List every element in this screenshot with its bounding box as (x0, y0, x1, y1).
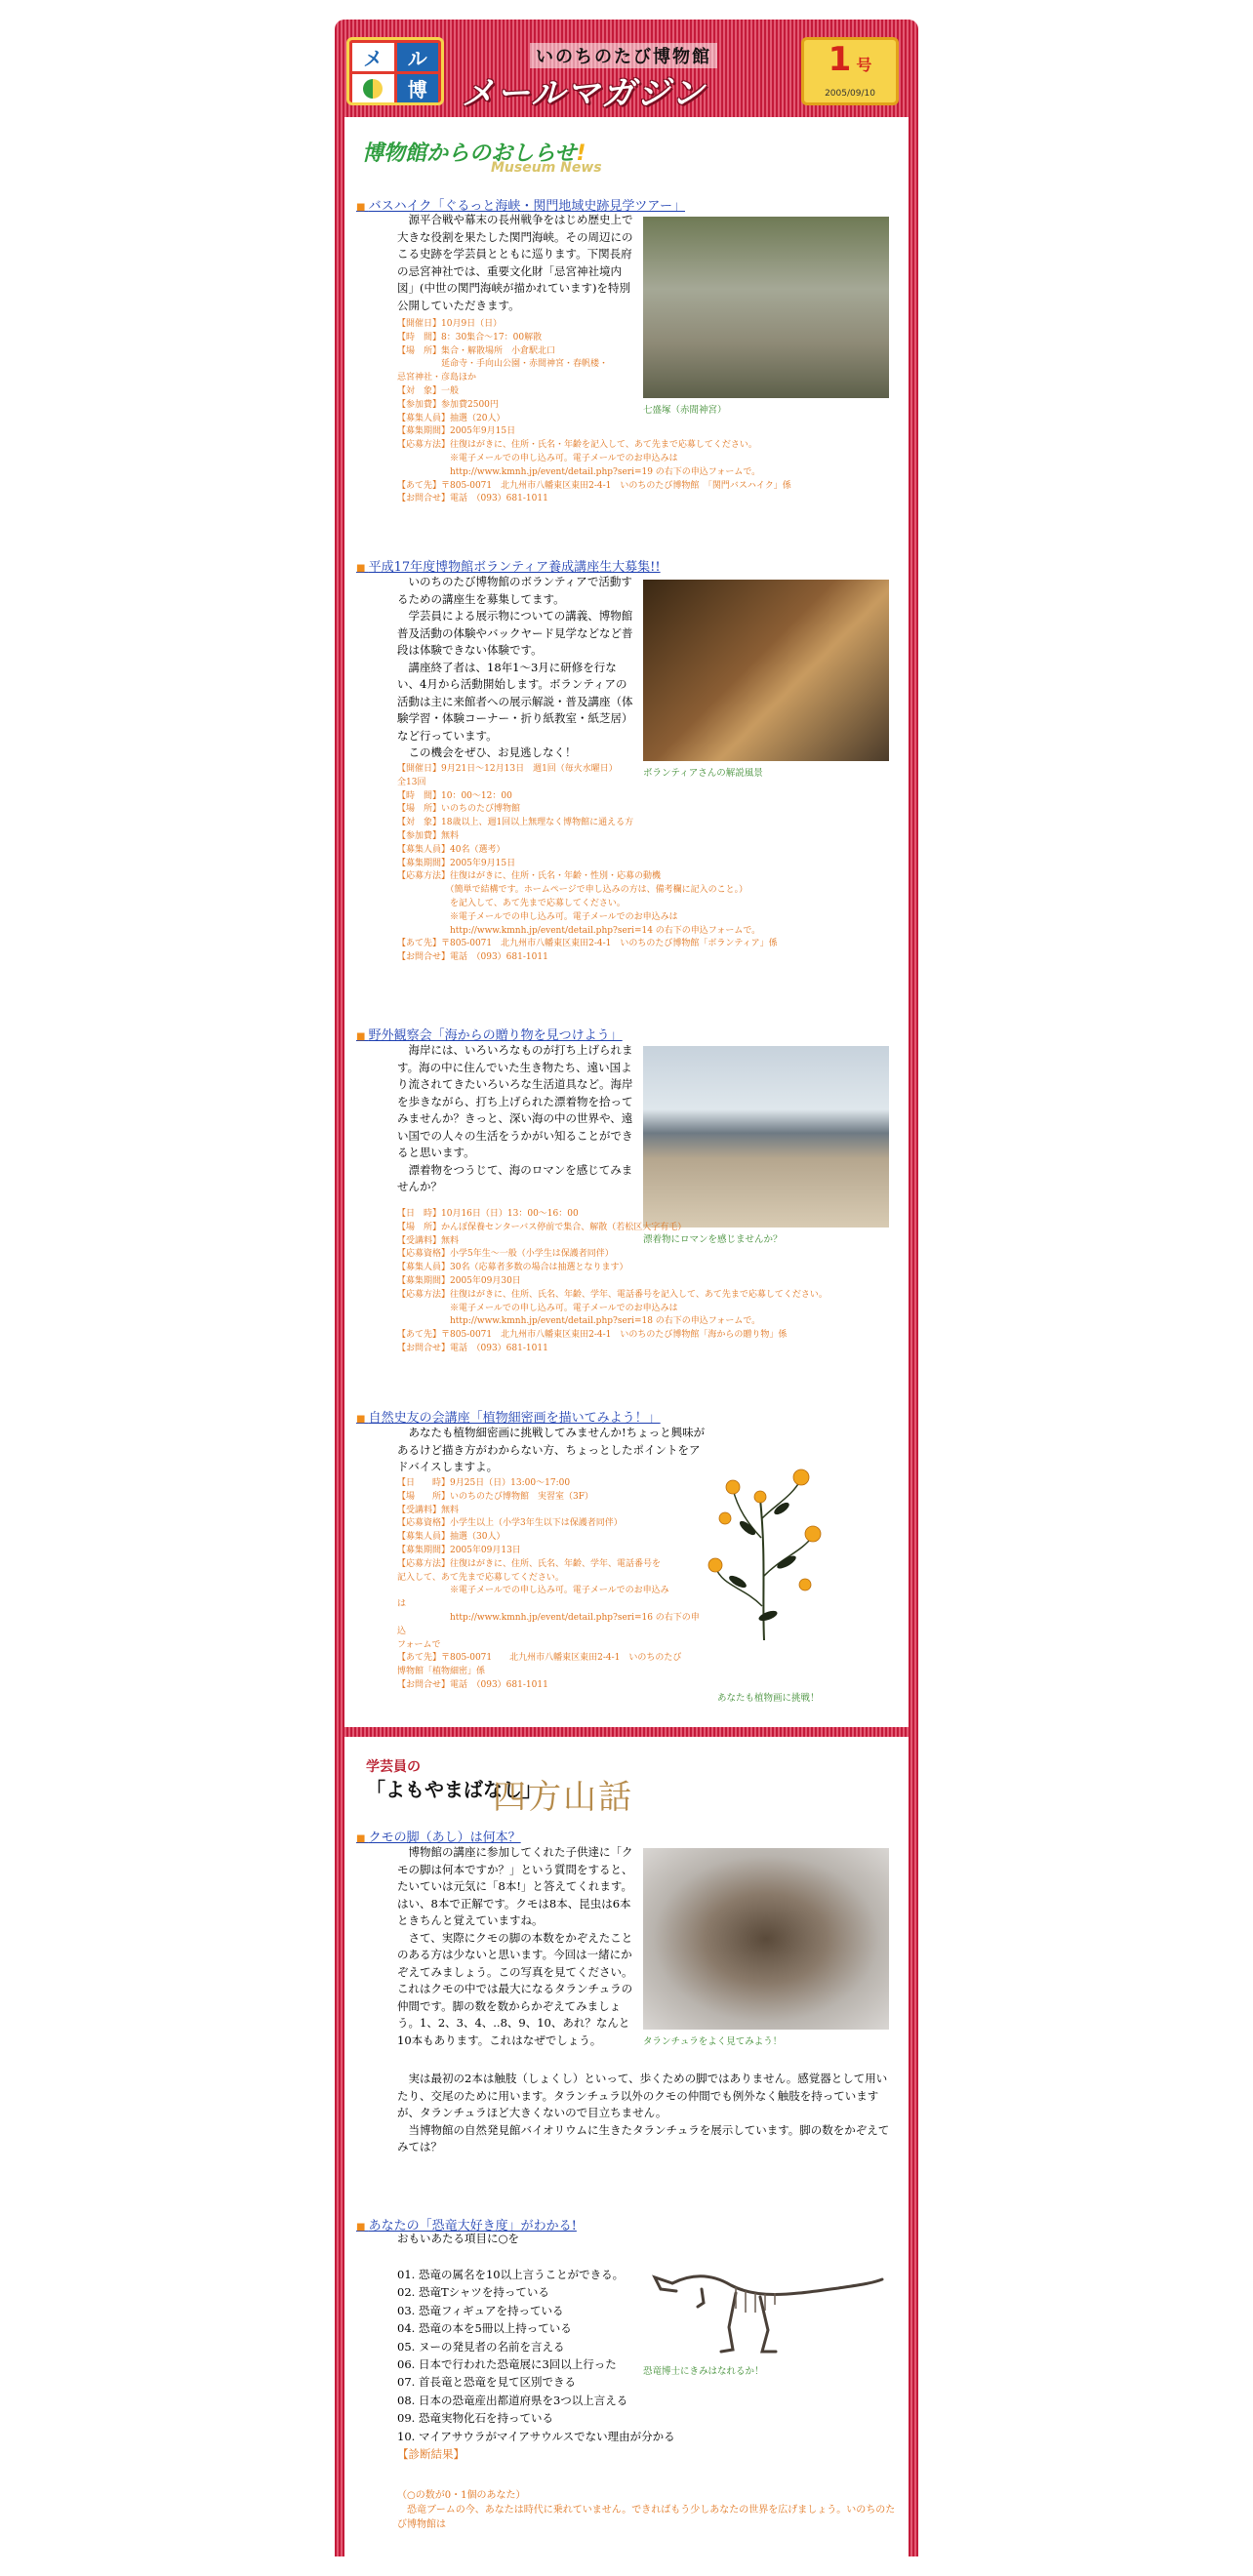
logo-circle-icon (352, 74, 394, 102)
article-info: 【日 時】9月25日（日）13:00～17:00 【場 所】いのちのたび博物館 実習室（3F） 【受講料】無料 【応募資格】小学生以上（小学3年生以下は保護者同伴） 【募集人員】抽選（30人） 【募集期間】2005年09月13日 【応募方法】往復はがきに、住所、氏名、年齢、学年、電話番号を 記入して、あて先まで応募してください。 ※電子メールでの申し込み可。電子メールでのお申込み は http://www.kmnh.jp/event/detail.php?seri=16 の右下の申込 フォームで 【あて先】〒805-0071 北九州市八幡東区東田2-4-1 いのちのたび 博物館「植物細密」係 【お問合せ】電話 （093）681-1011 (397, 1478, 700, 1690)
news-heading: 博物館からのおしらせ! (362, 141, 586, 166)
photo-tarantula (643, 1848, 889, 2030)
logo-char-ru: ル (397, 43, 439, 71)
quiz-item: 07. 首長竜と恐竜を見て区別できる (397, 2375, 576, 2390)
magazine-title: メールマガジン (462, 74, 707, 113)
essay-heading-line2: 「よもやまばなし」 (366, 1778, 542, 1801)
issue-badge (801, 37, 899, 105)
mel-haku-logo (346, 37, 444, 105)
trex-skeleton-illustration (643, 2244, 889, 2361)
issue-suffix: 号 (856, 56, 872, 74)
article-title-bus-hike[interactable]: ■ バスハイク「ぐるっと海峡・関門地域史跡見学ツアー」 (356, 195, 685, 214)
quiz-intro: おもいあたる項目に○を (397, 2232, 520, 2245)
quiz-result-label: 【診断結果】 (397, 2447, 465, 2462)
article-info: 【開催日】9月21日～12月13日 週1回（毎火水曜日） 全13回 【時 間】10：00～12：00 【場 所】いのちのたび博物館 【対 象】18歳以上、週1回以上無理なく博物館に通える方 【参加費】無料 【募集人員】40名（選考） 【募集期間】2005年9月15日 【応募方法】往復はがきに、住所・氏名・年齢・性別・応募の動機 （簡単で結構です。ホームページで申し込みの方は、備考欄に記入のこと。） を記入して、あて先まで応募してください。 ※電子メールでの申し込み可。電子メールでのお申込みは http://www.kmnh.jp/event/detail.php?seri=14 の右下の申込フォームで。 【あて先】〒805-0071 北九州市八幡東区東田2-4-1 いのちのたび博物館「ボランティア」係 【お問合せ】電話 （093）681-1011 (397, 764, 778, 963)
photo-volunteer-dinosaur (643, 580, 889, 761)
photo-caption: ボランティアさんの解説風景 (643, 768, 763, 779)
article-info: 【日 時】10月16日（日）13：00～16：00 【場 所】かんぽ保養センターバス停前で集合、解散（若松区大字有毛） 【受講料】無料 【応募資格】小学5年生～一般（小学生は保護者同伴） 【募集人員】30名（応募者多数の場合は抽選となります） 【募集期間】2005年09月30日 【応募方法】往復はがきに、住所、氏名、年齢、学年、電話番号を記入して、あて先まで応募してください。 ※電子メールでの申し込み可。電子メールでのお申込みは http://www.kmnh.jp/event/detail.php?seri=18 の右下の申込フォームで。 【あて先】〒805-0071 北九州市八幡東区東田2-4-1 いのちのたび博物館「海からの贈り物」係 【お問合せ】電話 （093）681-1011 (397, 1209, 828, 1353)
photo-caption: 七盛塚（赤間神宮） (643, 405, 727, 416)
news-heading-sub: Museum News (491, 160, 602, 176)
botanical-drawing-illustration (704, 1460, 830, 1645)
magazine-header (335, 20, 918, 117)
quiz-item: 08. 日本の恐竜産出都道府県を3つ以上言える (397, 2393, 628, 2407)
quiz-item: 06. 日本で行われた恐竜展に3回以上行った (397, 2357, 617, 2372)
photo-caption: 漂着物にロマンを感じませんか？ (643, 1234, 783, 1245)
photo-beach (643, 1046, 889, 1228)
quiz-result: （○の数が0・1個のあなた） 恐竜ブームの今、あなたは時代に乗れていません。できればもう少しあなたの世界を広げましょう。いのちのたび博物館は (397, 2490, 896, 2530)
museum-name: いのちのたび博物館 (530, 43, 717, 68)
quiz-item: 04. 恐竜の本を5冊以上持っている (397, 2321, 572, 2336)
article-title-volunteer[interactable]: ■ 平成17年度博物館ボランティア養成講座生大募集!! (356, 556, 661, 575)
photo-caption: タランチュラをよく見てみよう！ (643, 2036, 783, 2047)
essay-panel (344, 1737, 909, 2576)
essay-title-spider-legs[interactable]: ■ クモの脚（あし）は何本？ (356, 1827, 521, 1845)
article-body: あなたも植物細密画に挑戦してみませんか!ちょっと興味があるけど描き方がわからない方、ちょっとしたポイントをアドバイスしますよ。 (397, 1426, 706, 1473)
essay-heading-line1: 学芸員の (366, 1759, 421, 1775)
quiz-item: 02. 恐竜Tシャツを持っている (397, 2285, 549, 2300)
logo-char-me: メ (352, 43, 394, 71)
article-body: いのちのたび博物館のボランティアで活動するための講座生を募集してます。 学芸員による展示物についての講義、博物館普及活動の体験やバックヤード見学などなど普段は体験できない体験です。 講座終了者は、18年1～3月に研修を行ない、4月から活動開始します。ボランティアの活動は主に来館者への展示解説・普及講座（体験学習・体験コーナー・折り紙教室・紙芝居）など行っています。 この機会をぜひ、お見逃しなく！ (397, 575, 633, 759)
essay-heading-deco: 四方山話 (493, 1778, 633, 1817)
issue-number: 1 (828, 40, 852, 79)
essay-body: 博物館の講座に参加してくれた子供達に「クモの脚は何本ですか？」という質問をすると、たいていは元気に「8本!」と答えてくれます。はい、8本で正解です。クモは8本、昆虫は6本ときちんと覚えていますね。 さて、実際にクモの脚の本数をかぞえたことのある方は少ないと思います。今回は一緒にかぞえてみましょう。この写真を見てください。これはクモの中では最大になるタランチュラの仲間です。脚の数を数からかぞえてみましょう。1、2、3、4、..8、9、10、あれ？なんと10本もあります。これはなぜでしょう。 (397, 1845, 633, 2047)
article-body: 海岸には、いろいろなものが打ち上げられます。海の中に住んでいた生き物たち、遠い国より流されてきたいろいろな生活道具など。海岸を歩きながら、打ち上げられた漂着物を拾ってみませんか？きっと、深い海の中の世界や、遠い国での人々の生活をうかがい知ることができると思います。 漂着物をつうじて、海のロマンを感じてみませんか？ (397, 1043, 633, 1193)
article-body: 源平合戦や幕末の長州戦争をはじめ歴史上で大きな役割を果たした関門海峡。その周辺にのこる史跡を学芸員とともに巡ります。下関長府の忌宮神社では、重要文化財「忌宮神社境内図」(中世の関門海峡が描かれています)を特別公開していただきます。 (397, 213, 633, 312)
logo-char-haku: 博 (397, 74, 439, 102)
article-info: 【開催日】10月9日（日） 【時 間】8：30集合～17：00解散 【場 所】集合・解散場所 小倉駅北口 延命寺・手向山公園・赤間神宮・春帆楼・ 忌宮神社・彦島ほか 【対 象】一般 【参加費】参加費2500円 【募集人員】抽選（20人） 【募集期間】2005年9月15日 【応募方法】往復はがきに、住所・氏名・年齢を記入して、あて先まで応募してください。 ※電子メールでの申し込み可。電子メールでのお申込みは http://www.kmnh.jp/event/detail.php?seri=19 の右下の申込フォームで。 【あて先】〒805-0071 北九州市八幡東区東田2-4-1 いのちのたび博物館 「関門バスハイク」係 【お問合せ】電話 （093）681-1011 (397, 319, 791, 504)
news-panel (344, 117, 909, 1727)
quiz-item: 09. 恐竜実物化石を持っている (397, 2411, 553, 2426)
photo-caption: あなたも植物画に挑戦！ (717, 1693, 820, 1704)
photo-caption: 恐竜博士にきみはなれるか！ (643, 2366, 764, 2377)
essay-body-wide: 実は最初の2本は触肢（しょくし）といって、歩くための脚ではありません。感覚器として用いたり、交尾のために用います。タランチュラ以外のクモの仲間でも例外なく触肢を持っていますが、タランチュラほど大きくないので目立ちません。 当博物館の自然発見館バイオリウムに生きたタランチュラを展示しています。脚の数をかぞえてみては？ (397, 2072, 890, 2153)
quiz-item: 05. ヌーの発見者の名前を言える (397, 2339, 565, 2354)
quiz-item: 10. マイアサウラがマイアサウルスでない理由が分かる (397, 2429, 675, 2443)
issue-date: 2005/09/10 (825, 89, 875, 99)
essay-title-dino-quiz[interactable]: ■ あなたの「恐竜大好き度」がわかる! (356, 2215, 577, 2234)
quiz-item: 03. 恐竜フィギュアを持っている (397, 2303, 564, 2317)
quiz-item: 01. 恐竜の属名を10以上言うことができる。 (397, 2268, 625, 2281)
article-title-beach-watch[interactable]: ■ 野外観察会「海からの贈り物を見つけよう」 (356, 1025, 623, 1043)
article-title-botanical-art[interactable]: ■ 自然史友の会講座「植物細密画を描いてみよう！」 (356, 1407, 661, 1426)
magazine-frame (335, 20, 918, 2556)
